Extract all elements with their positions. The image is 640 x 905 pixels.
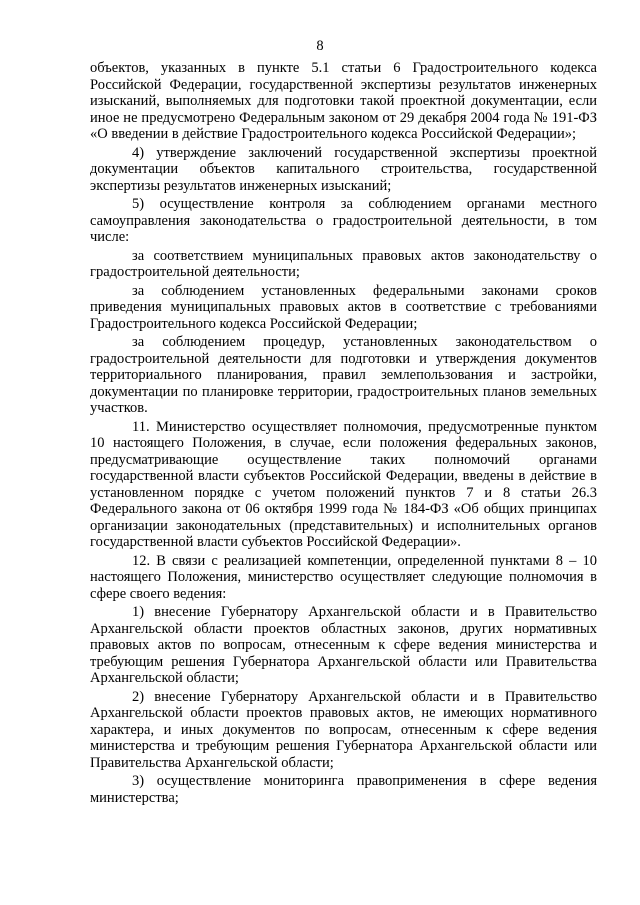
paragraph-continuation: объектов, указанных в пункте 5.1 статьи 6 Градостроительного кодекса Российской Федерации, государственной экспертизы результатов инженерных изысканий, выполняемых для подготовки такой проектной документации, если иное не предусмотрено Федеральным законом от 29 декабря 2004 года № 191-ФЗ «О введении в действие Градостроительного кодекса Российской Федерации»; bbox=[90, 60, 597, 142]
paragraph-12-item-1: 1) внесение Губернатору Архангельской области и в Правительство Архангельской области проектов областных законов, других нормативных правовых актов по вопросам, отнесенным к сфере ведения министерства и требующим решения Губернатора Архангельской области или Правительства Архангельской области; bbox=[90, 604, 597, 686]
paragraph-clause-12: 12. В связи с реализацией компетенции, определенной пунктами 8 – 10 настоящего Положения, министерство осуществляет следующие полномочия в сфере своего ведения: bbox=[90, 552, 597, 602]
paragraph-12-item-3: 3) осуществление мониторинга правоприменения в сфере ведения министерства; bbox=[90, 773, 597, 806]
paragraph-item-5: 5) осуществление контроля за соблюдением органами местного самоуправления законодательства о градостроительной деятельности, в том числе: bbox=[90, 196, 597, 245]
paragraph-subitem-2: за соблюдением установленных федеральными законами сроков приведения муниципальных правовых актов в соответствие с требованиями Градостроительного кодекса Российской Федерации; bbox=[90, 282, 597, 332]
page-number: 8 bbox=[316, 38, 324, 54]
document-body bbox=[90, 60, 597, 806]
paragraph-subitem-1: за соответствием муниципальных правовых актов законодательству о градостроительной деятельности; bbox=[90, 247, 597, 280]
paragraph-12-item-2: 2) внесение Губернатору Архангельской области и в Правительство Архангельской области проектов правовых актов, не имеющих нормативного характера, и иных документов по вопросам, отнесенным к сфере ведения министерства и требующим решения Губернатора Архангельской области или Правительства Архангельской области; bbox=[90, 688, 597, 771]
paragraph-item-4: 4) утверждение заключений государственной экспертизы проектной документации объектов капитального строительства, государственной экспертизы результатов инженерных изысканий; bbox=[90, 144, 597, 194]
paragraph-subitem-3: за соблюдением процедур, установленных законодательством о градостроительной деятельности для подготовки и утверждения документов территориального планирования, правил землепользования и застройки, документации по планировке территории, градостроительных планов земельных участков. bbox=[90, 334, 597, 416]
paragraph-clause-11: 11. Министерство осуществляет полномочия, предусмотренные пунктом 10 настоящего Положения, в случае, если положения федеральных законов, предусматривающие осуществление таких полномочий органами государственной власти субъектов Российской Федерации, введены в действие в установленном порядке с учетом положений пунктов 7 и 8 статьи 26.3 Федерального закона от 06 октября 1999 года № 184-ФЗ «Об общих принципах организации законодательных (представительных) и исполнительных органов государственной власти субъектов Российской Федерации». bbox=[90, 418, 597, 550]
